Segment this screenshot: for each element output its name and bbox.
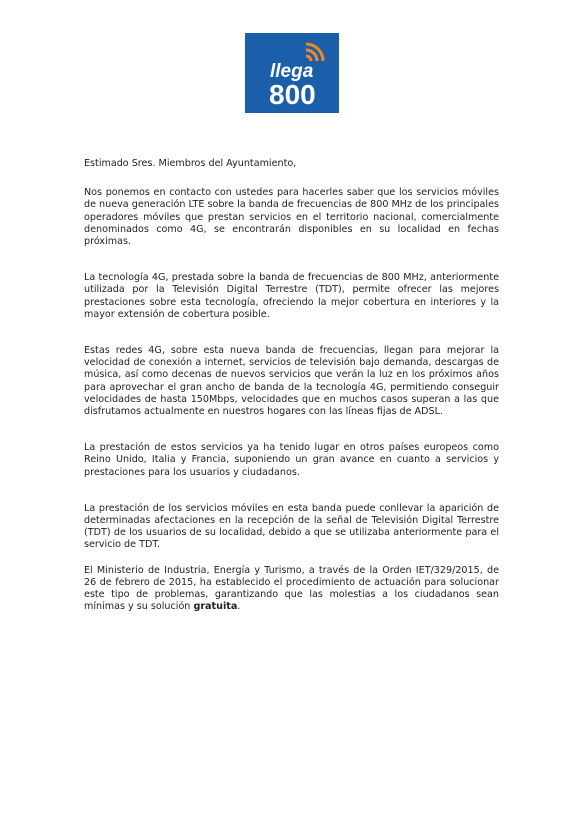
paragraph-2: La tecnología 4G, prestada sobre la banda de frecuencias de 800 MHz, anteriormente utilizada por la Televisión Digital Terrestre (TDT), permite ofrecer las mejores prestaciones sobre esta tecnología, ofreciendo la mejor cobertura en interiores y la mayor extensión de cobertura posible. <box>84 272 499 320</box>
wifi-signal-icon <box>306 44 323 61</box>
paragraph-6-end: . <box>237 601 241 613</box>
logo-number: 800 <box>269 79 316 110</box>
paragraph-6-text: El Ministerio de Industria, Energía y Turismo, a través de la Orden IET/329/2015, de 26 de febrero de 2015, ha establecido el procedimiento de actuación para solucionar este tipo de problemas, garantizando que las molestias a los ciudadanos sean mínimas y su solución <box>84 564 499 613</box>
gratuita-emphasis: gratuita <box>193 601 238 613</box>
paragraph-5: La prestación de los servicios móviles en esta banda puede conllevar la aparición de determinadas afectaciones en la recepción de la señal de Televisión Digital Terrestre (TDT) de los usuarios de su localidad, debido a que se utilizaba anteriormente para el servicio de TDT. <box>84 502 499 551</box>
paragraph-4: La prestación de estos servicios ya ha tenido lugar en otros países europeos como Reino Unido, Italia y Francia, suponiendo un gran avance en cuanto a servicios y prestaciones para los usuarios y ciudadanos. <box>84 442 499 478</box>
paragraph-1: Nos ponemos en contacto con ustedes para hacerles saber que los servicios móviles de nueva generación LTE sobre la banda de frecuencias de 800 MHz de los principales operadores móviles que prestan servicios en el territorio nacional, comercialmente denominados como 4G, se encontrarán disponibles en su localidad en fechas próximas. <box>84 187 499 248</box>
llega800-logo-graphic <box>245 33 339 113</box>
paragraph-3: Estas redes 4G, sobre esta nueva banda de frecuencias, llegan para mejorar la velocidad de conexión a internet, servicios de televisión bajo demanda, descargas de música, así como decenas de nuevos servicios que verán la luz en los próximos años para aprovechar el gran ancho de banda de la tecnología 4G, permitiendo conseguir velocidades de hasta 150Mbps, velocidades que en muchos casos superan a las que disfrutamos actualmente en nuestros hogares con las líneas fijas de ADSL. <box>84 345 499 418</box>
greeting: Estimado Sres. Miembros del Ayuntamiento, <box>84 158 297 169</box>
paragraph-6 <box>84 565 499 614</box>
llega800-logo <box>245 33 339 113</box>
logo-word: llega <box>270 61 314 82</box>
letter-body <box>84 158 499 637</box>
